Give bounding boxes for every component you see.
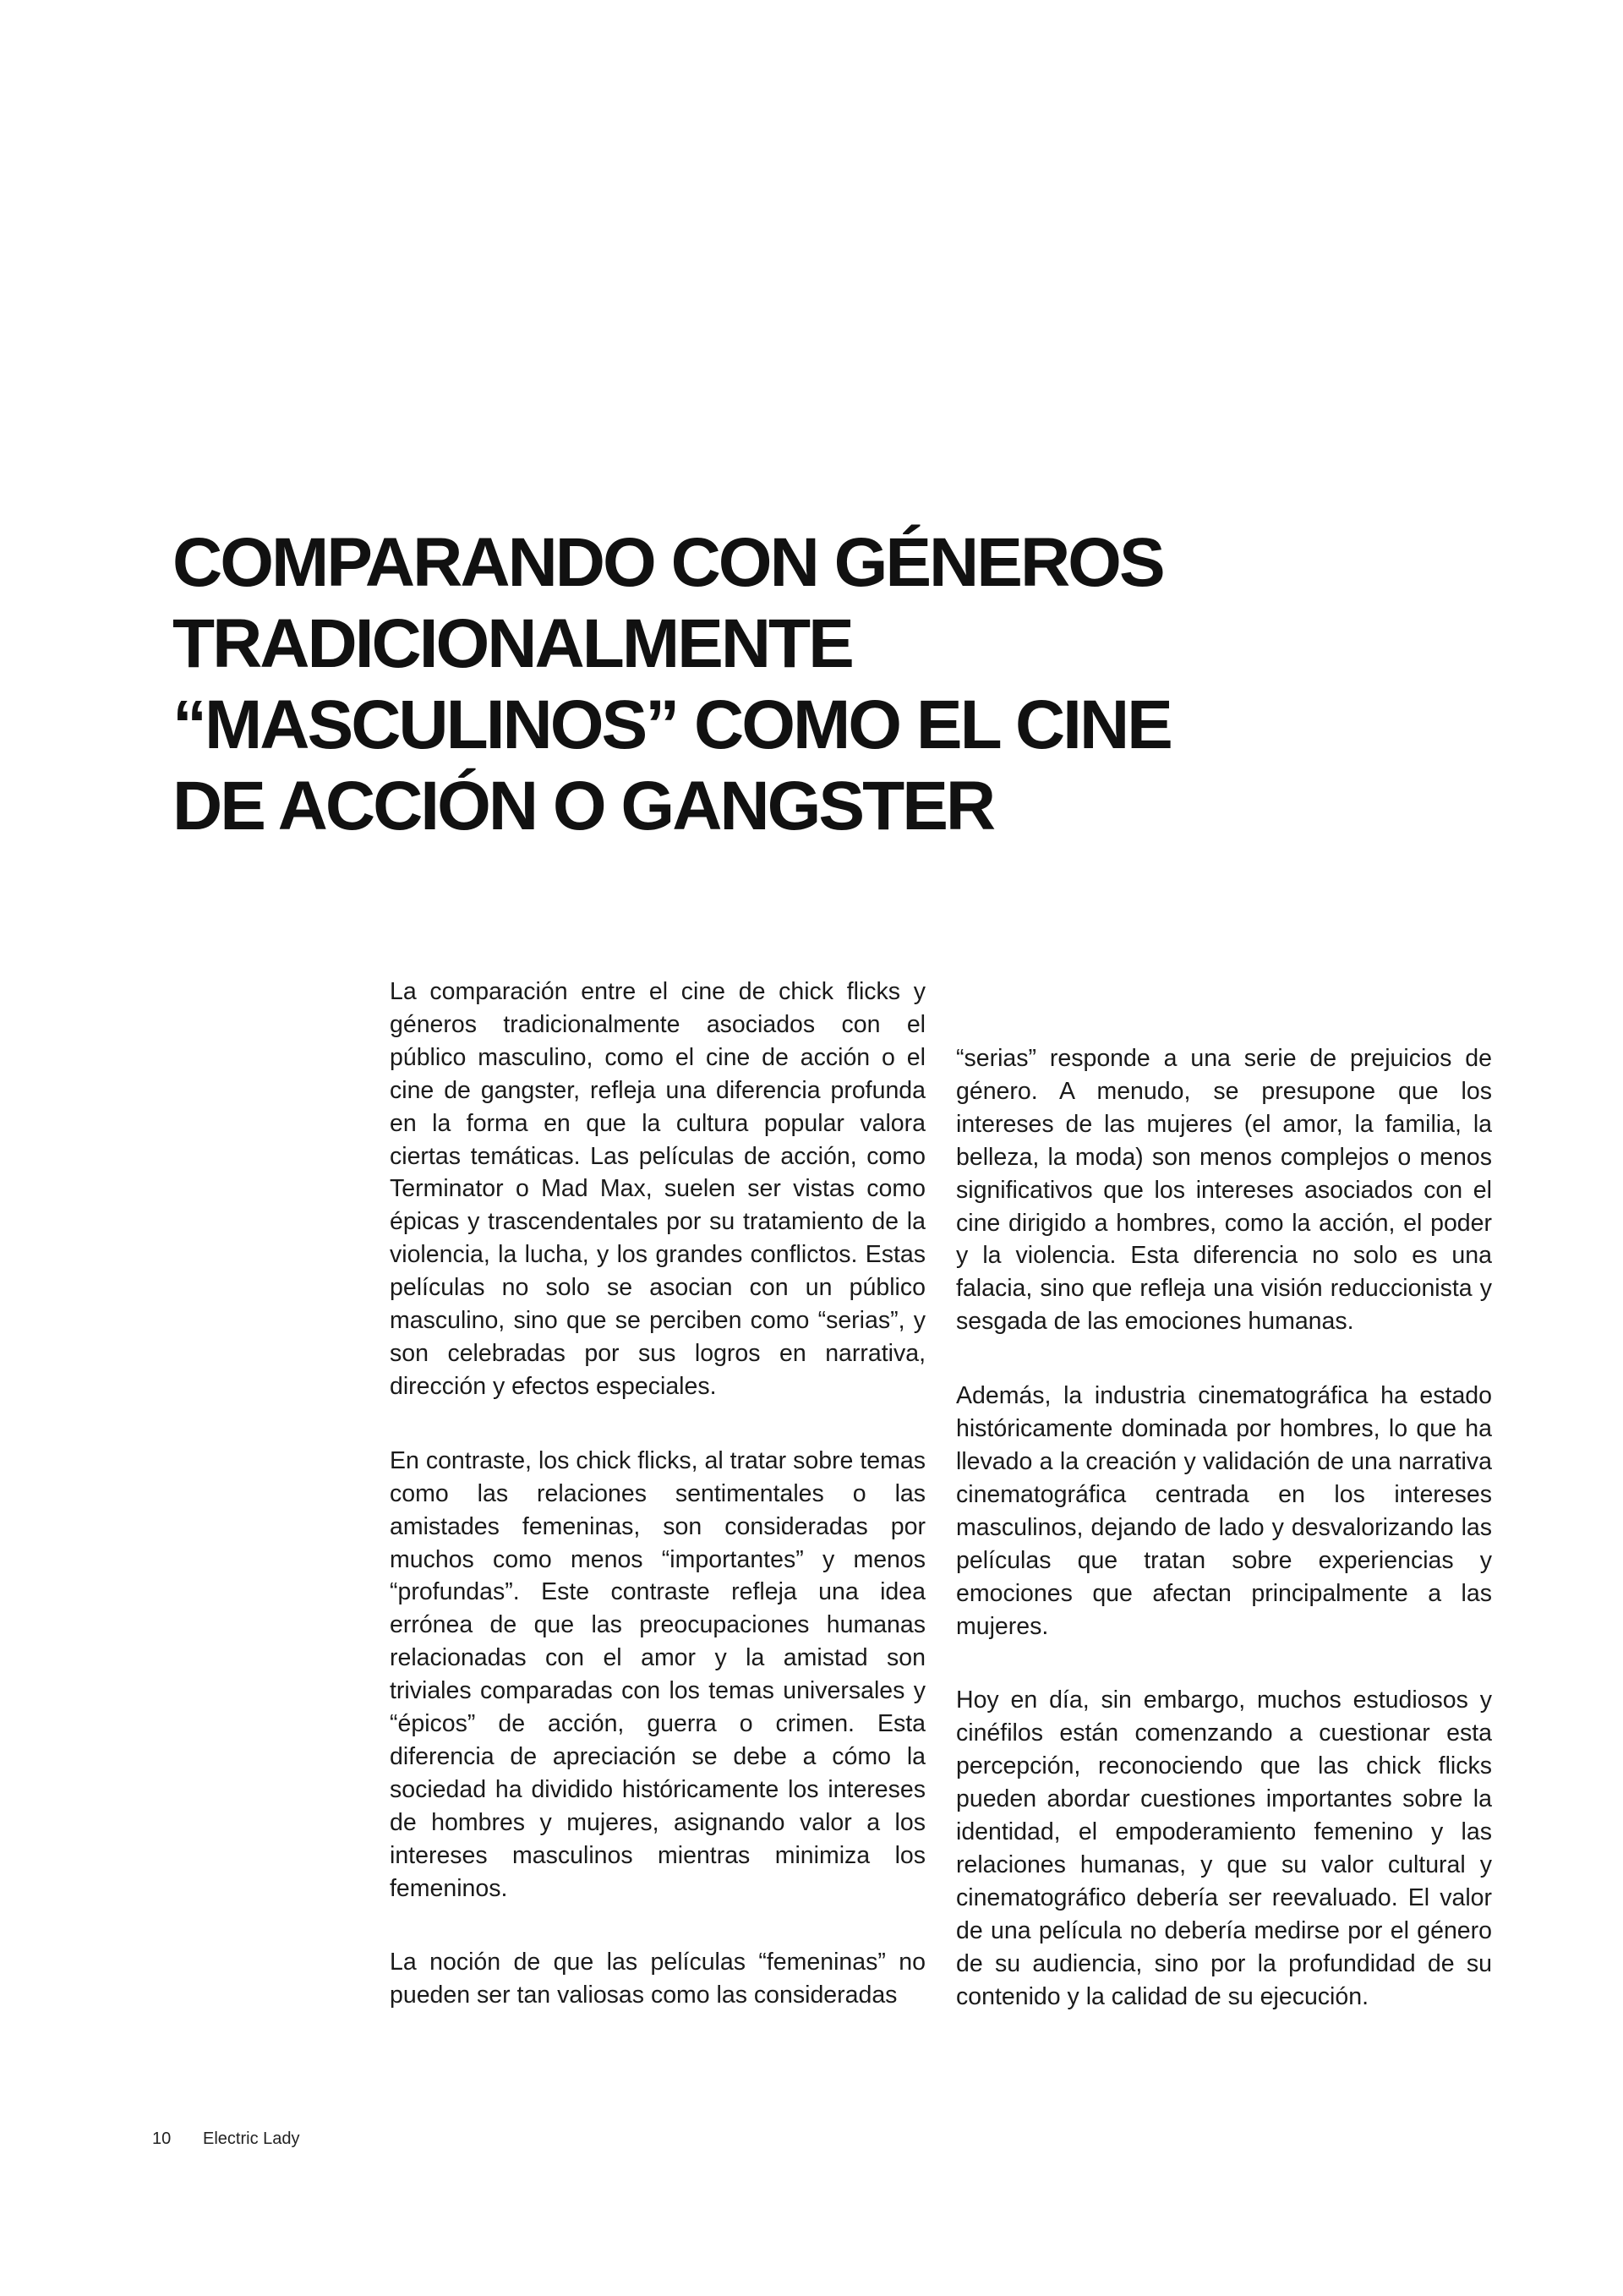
title-line: “MASCULINOS” COMO EL CINE (172, 686, 1171, 763)
title-line: DE ACCIÓN O GANGSTER (172, 768, 994, 845)
publication-name: Electric Lady (203, 2129, 300, 2148)
title-line: TRADICIONALMENTE (172, 605, 852, 682)
body-column-left (390, 976, 926, 2012)
body-paragraph: Además, la industria cinematográfica ha estado históricamente dominada por hombres, lo que ha llevado a la creación y validación de una narrativa cinematográfica centrada en los intereses masculinos, dejando de lado y desvalorizando las películas que tratan sobre experiencias y emociones que afectan principalmente a las mujeres. (956, 1382, 1492, 1640)
body-column-right (956, 1042, 1492, 2013)
page-number: 10 (152, 2129, 172, 2148)
article-title (172, 522, 1271, 847)
body-paragraph: La noción de que las películas “femeninas” no pueden ser tan valiosas como las consideradas (390, 1949, 926, 2009)
page-footer (152, 2129, 300, 2149)
body-paragraph: Hoy en día, sin embargo, muchos estudiosos y cinéfilos están comenzando a cuestionar esta percepción, reconociendo que las chick flicks pueden abordar cuestiones importantes sobre la identidad, el empoderamiento femenino y las relaciones humanas, y que su valor cultural y cinematográfico debería ser reevaluado. El valor de una película no debería medirse por el género de su audiencia, sino por la profundidad de su contenido y la calidad de su ejecución. (956, 1686, 1492, 2010)
title-line: COMPARANDO CON GÉNEROS (172, 524, 1163, 601)
body-paragraph: “serias” responde a una serie de prejuicios de género. A menudo, se presupone que los intereses de las mujeres (el amor, la familia, la belleza, la moda) son menos complejos o menos significativos que los intereses asociados con el cine dirigido a hombres, como la acción, el poder y la violencia. Esta diferencia no solo es una falacia, sino que refleja una visión reduccionista y sesgada de las emociones humanas. (956, 1045, 1492, 1336)
body-paragraph: En contraste, los chick flicks, al tratar sobre temas como las relaciones sentimentales o las amistades femeninas, son consideradas por muchos como menos “importantes” y menos “profundas”. Este contraste refleja una idea errónea de que las preocupaciones humanas relacionadas con el amor y la amistad son triviales comparadas con los temas universales y “épicos” de acción, guerra o crimen. Esta diferencia de apreciación se debe a cómo la sociedad ha dividido históricamente los intereses de hombres y mujeres, asignando valor a los intereses masculinos mientras minimiza los femeninos. (390, 1446, 926, 1902)
body-paragraph: La comparación entre el cine de chick flicks y géneros tradicionalmente asociados con el público masculino, como el cine de acción o el cine de gangster, refleja una diferencia profunda en la forma en que la cultura popular valora ciertas temáticas. Las películas de acción, como Terminator o Mad Max, suelen ser vistas como épicas y trascendentales por su tratamiento de la violencia, la lucha, y los grandes conflictos. Estas películas no solo se asocian con un público masculino, sino que se perciben como “serias”, y son celebradas por sus logros en narrativa, dirección y efectos especiales. (390, 978, 926, 1400)
